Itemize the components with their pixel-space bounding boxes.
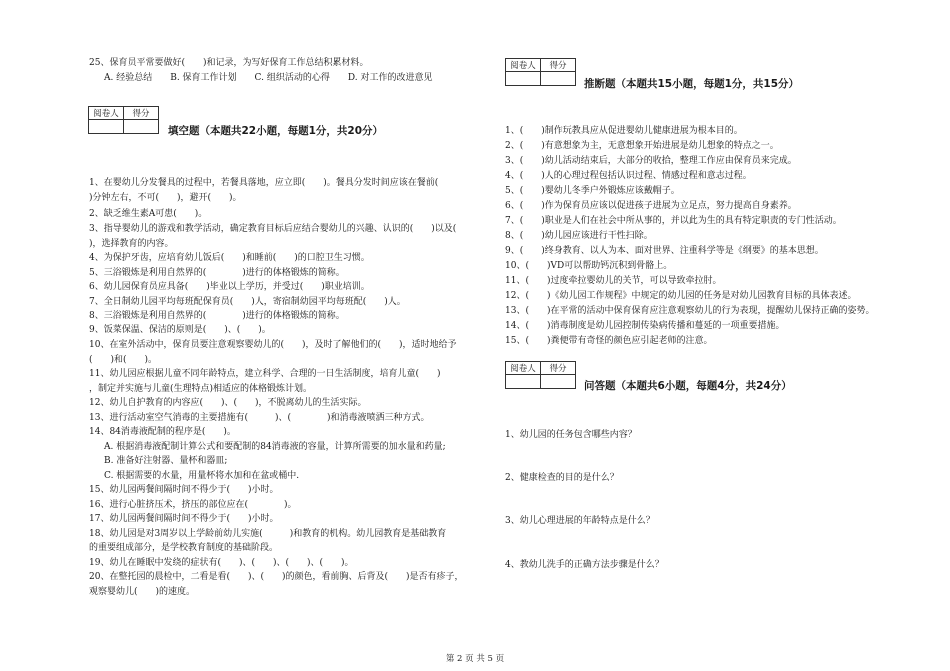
fill-blank-line: 4、为保护牙齿，应培育幼儿饭后( )和睡前( )的口腔卫生习惯。 <box>89 253 370 263</box>
score-cell <box>541 72 576 86</box>
fill-blank-line: 20、在整托园的晨检中，二看是看( )、( )的颜色，看前胸、后背及( )是否有疹子， <box>89 572 464 582</box>
section-title-fill-blank: 填空题（本题共22小题，每题1分，共20分） <box>168 125 384 137</box>
reviewer-label: 阅卷人 <box>89 107 124 120</box>
fill-blank-line: 3、指导婴幼儿的游戏和教学活动，确定教育目标后应结合婴幼儿的兴趣、认识的( )以及( <box>89 224 457 234</box>
judgement-item: 14、( )消毒制度是幼儿园控制传染病传播和蔓延的一项重要措施。 <box>505 321 785 331</box>
fill-blank-line: 12、幼儿自护教育的内容应( )、( )，不脱离幼儿的生活实际。 <box>89 398 367 408</box>
section-title-judgement: 推断题（本题共15小题，每题1分，共15分） <box>584 78 800 90</box>
fill-blank-line: 2、缺乏维生素A可患( )。 <box>89 209 208 219</box>
fill-blank-line: 14、84消毒液配制的程序是( )。 <box>89 427 236 437</box>
judgement-item: 9、( )终身教育、以人为本、面对世界、注重科学等是《纲要》的基本思想。 <box>505 246 824 256</box>
section-title-qa: 问答题（本题共6小题，每题4分，共24分） <box>584 380 792 392</box>
judgement-item: 15、( )粪便带有奇怪的颜色应引起老师的注意。 <box>505 336 713 346</box>
fill-blank-line: 10、在室外活动中，保育员要注意观察婴幼儿的( )，及时了解他们的( )，适时地给予 <box>89 340 457 350</box>
judgement-item: 13、( )在平常的活动中保育保育应注意观察幼儿的行为表现，提醒幼儿保持正确的姿势。 <box>505 306 875 316</box>
score-box-fill-blank <box>88 106 159 134</box>
fill-blank-line: )，选择教育的内容。 <box>89 239 174 249</box>
judgement-item: 10、( )VD可以帮助钙沉积到骨骼上。 <box>505 261 673 271</box>
score-box-qa <box>505 361 576 389</box>
fill-blank-line: ，制定并实施与儿童(生理特点)相适应的体格锻炼计划。 <box>89 384 313 394</box>
judgement-item: 11、( )过度牵拉婴幼儿的关节，可以导致牵拉肘。 <box>505 276 722 286</box>
judgement-item: 2、( )有意想象为主，无意想象开始进展是幼儿想象的特点之一。 <box>505 141 779 151</box>
fill-blank-line: 18、幼儿园是对3周岁以上学龄前幼儿实施( )和教育的机构。幼儿园教育是基础教育 <box>89 529 447 539</box>
qa-item: 1、幼儿园的任务包含哪些内容？ <box>505 430 637 440</box>
fill-blank-line: 15、幼儿园两餐间隔时间不得少于( )小时。 <box>89 485 279 495</box>
score-label: 得分 <box>541 59 576 72</box>
judgement-item: 5、( )婴幼儿冬季户外锻炼应该戴帽子。 <box>505 186 680 196</box>
question-25-options: A. 经验总结 B. 保育工作计划 C. 组织活动的心得 D. 对工作的改进意见 <box>104 73 433 83</box>
qa-item: 4、教幼儿洗手的正确方法步骤是什么？ <box>505 560 664 570</box>
fill-blank-line: 观察婴幼儿( )的速度。 <box>89 587 196 597</box>
fill-blank-line: 1、在婴幼儿分发餐具的过程中，若餐具落地，应立即( )。餐具分发时间应该在餐前( <box>89 178 439 188</box>
judgement-item: 3、( )幼儿活动结束后，大部分的收拾，整理工作应由保育员来完成。 <box>505 156 797 166</box>
reviewer-cell <box>506 375 541 389</box>
judgement-item: 7、( )职业是人们在社会中所从事的，并以此为生的具有特定职责的专门性活动。 <box>505 216 842 226</box>
fill-blank-line: 5、三浴锻炼是利用自然界的( )进行的体格锻炼的简称。 <box>89 268 345 278</box>
fill-blank-line: 13、进行活动室空气消毒的主要措施有( )、( )和消毒液喷洒三种方式。 <box>89 413 430 423</box>
question-25-stem: 25、保育员平常要做好( )和记录，为写好保育工作总结积累材料。 <box>89 58 369 68</box>
qa-item: 3、幼儿心理进展的年龄特点是什么？ <box>505 516 655 526</box>
qa-item: 2、健康检查的目的是什么？ <box>505 473 619 483</box>
judgement-item: 8、( )幼儿园应该进行干性扫除。 <box>505 231 653 241</box>
reviewer-cell <box>89 120 124 134</box>
fill-blank-line: 11、幼儿园应根据儿童不同年龄特点，建立科学、合理的一日生活制度，培育儿童( ) <box>89 369 441 379</box>
judgement-item: 12、( )《幼儿园工作规程》中规定的幼儿园的任务是对幼儿园教育目标的具体表述。 <box>505 291 857 301</box>
fill-blank-line: 6、幼儿园保育员应具备( )毕业以上学历，并受过( )职业培训。 <box>89 282 370 292</box>
score-label: 得分 <box>541 362 576 375</box>
fill-blank-line: B. 准备好注射器、量杯和器皿; <box>104 456 228 466</box>
score-label: 得分 <box>124 107 159 120</box>
judgement-item: 4、( )人的心理过程包括认识过程、情感过程和意志过程。 <box>505 171 752 181</box>
reviewer-label: 阅卷人 <box>506 362 541 375</box>
reviewer-cell <box>506 72 541 86</box>
fill-blank-line: C. 根据需要的水量，用量杯将水加和在盆或桶中. <box>104 471 300 481</box>
fill-blank-line: )分钟左右，不可( )，避开( )。 <box>89 193 242 203</box>
page-footer: 第 2 页 共 5 页 <box>445 654 505 664</box>
score-cell <box>124 120 159 134</box>
fill-blank-line: ( )和( )。 <box>89 355 158 365</box>
fill-blank-line: 7、全日制幼儿园平均每班配保育员( )人，寄宿制幼园平均每班配( )人。 <box>89 297 406 307</box>
judgement-item: 1、( )制作玩教具应从促进婴幼儿健康进展为根本目的。 <box>505 126 743 136</box>
fill-blank-line: 16、进行心脏挤压术，挤压的部位应在( )。 <box>89 500 297 510</box>
score-box-judgement <box>505 58 576 86</box>
judgement-item: 6、( )作为保育员应该以促进孩子进展为立足点，努力提高自身素养。 <box>505 201 797 211</box>
fill-blank-line: 8、三浴锻炼是利用自然界的( )进行的体格锻炼的简称。 <box>89 311 345 321</box>
fill-blank-line: A. 根据消毒液配制计算公式和要配制的84消毒液的容量，计算所需要的加水量和药量; <box>104 442 446 452</box>
fill-blank-line: 19、幼儿在睡眠中发绕的症状有( )、( )、( )、( )。 <box>89 558 354 568</box>
fill-blank-line: 的重要组成部分，是学校教育制度的基础阶段。 <box>89 543 279 553</box>
score-cell <box>541 375 576 389</box>
reviewer-label: 阅卷人 <box>506 59 541 72</box>
fill-blank-line: 17、幼儿园两餐间隔时间不得少于( )小时。 <box>89 514 279 524</box>
fill-blank-line: 9、饭菜保温、保洁的原则是( )、( )。 <box>89 325 271 335</box>
